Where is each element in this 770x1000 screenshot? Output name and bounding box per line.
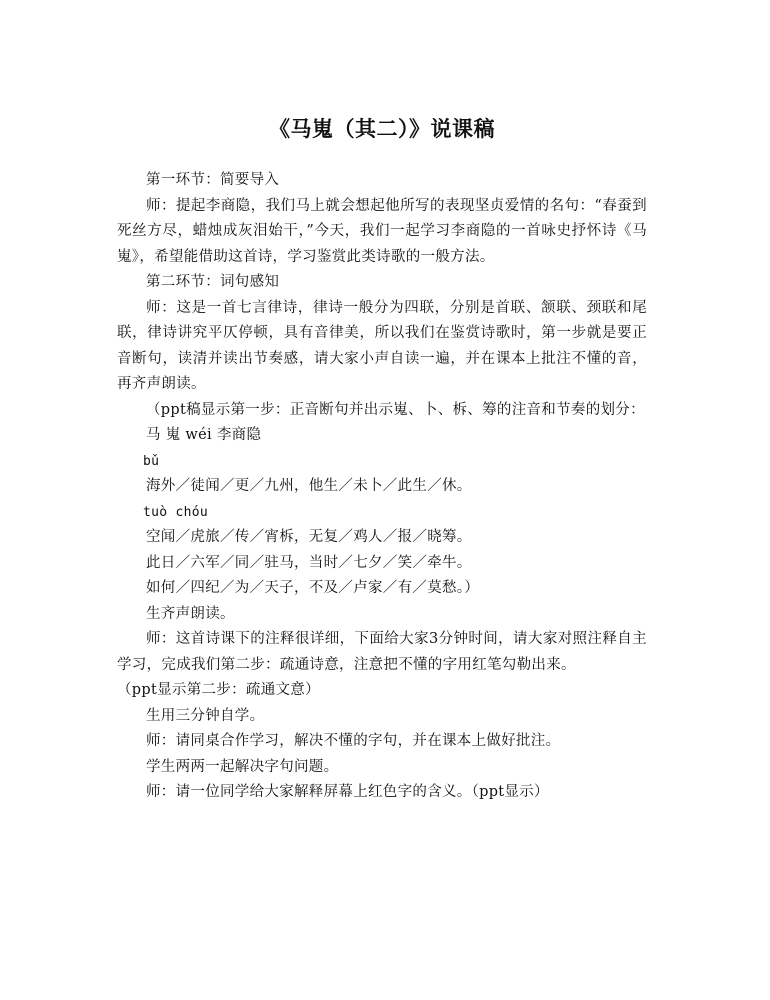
poem-title-line: 马 嵬 wéi 李商隐 bbox=[146, 427, 262, 443]
read-aloud-line: 生齐声朗读。 bbox=[146, 605, 235, 622]
document-title: 《马嵬（其二）》说课稿 bbox=[269, 116, 495, 141]
ppt-note-step-1: （ppt稿显示第一步：正音断句并出示嵬、卜、柝、筹的注音和节奏的划分： bbox=[146, 401, 645, 418]
section-1-heading: 第一环节：简要导入 bbox=[146, 172, 280, 188]
self-study-line: 生用三分钟自学。 bbox=[146, 707, 265, 724]
students-pair-line: 学生两两一起解决字句问题。 bbox=[146, 758, 339, 775]
section-2-paragraph: 师：这是一首七言律诗，律诗一般分为四联，分别是首联、颔联、颈联和尾联，律诗讲究平仄停顿，具有音律美，所以我们在鉴赏诗歌时，第一步就是要正音断句，读清并读出节奏感，请大家小声自读一遍，并在课本上批注不懂的音，再齐声朗读。 bbox=[117, 299, 647, 392]
explain-red-line: 师：请一位同学给大家解释屏幕上红色字的含义。（ppt显示） bbox=[146, 784, 549, 800]
poem-line-1: 海外／徒闻／更／九州，他生／未卜／此生／休。 bbox=[146, 478, 472, 494]
ppt-note-step-2: （ppt显示第二步：疏通文意） bbox=[117, 682, 320, 698]
pinyin-line-2: tuò chóu bbox=[143, 504, 209, 520]
section-3-paragraph: 师：这首诗课下的注释很详细，下面给大家3分钟时间，请大家对照注释自主学习，完成我们第二步：疏通诗意，注意把不懂的字用红笔勾勒出来。 bbox=[117, 631, 647, 673]
pinyin-line-1: bǔ bbox=[143, 453, 160, 469]
poem-line-3: 此日／六军／同／驻马，当时／七夕／笑／牵牛。 bbox=[146, 554, 472, 571]
poem-line-2: 空闻／虎旅／传／宵柝，无复／鸡人／报／晓筹。 bbox=[146, 529, 472, 545]
pair-work-line: 师：请同桌合作学习，解决不懂的字句，并在课本上做好批注。 bbox=[146, 733, 561, 749]
section-1-paragraph: 师：提起李商隐，我们马上就会想起他所写的表现坚贞爱情的名句：“春蚕到死丝方尽，蜡烛成灰泪始干，”今天，我们一起学习李商隐的一首咏史抒怀诗《马嵬》，希望能借助这首诗，学习鉴赏此类诗歌的一般方法。 bbox=[117, 197, 647, 265]
poem-line-4: 如何／四纪／为／天子，不及／卢家／有／莫愁。） bbox=[146, 580, 480, 596]
document-page bbox=[117, 112, 647, 806]
section-2-heading: 第二环节：词句感知 bbox=[146, 274, 280, 290]
